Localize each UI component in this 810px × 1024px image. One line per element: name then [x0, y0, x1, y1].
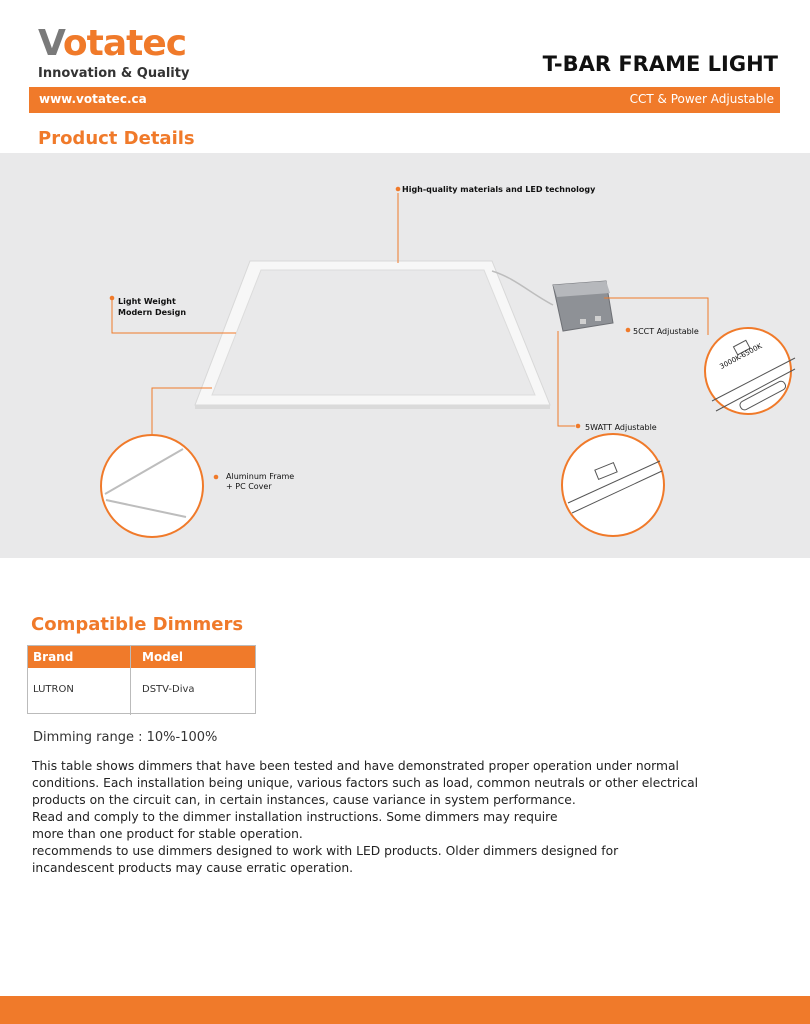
dimmer-notes — [32, 758, 722, 877]
callout-light-weight: Light Weight — [118, 297, 176, 306]
header-subtitle: CCT & Power Adjustable — [629, 92, 774, 106]
logo-mark: V — [38, 23, 63, 64]
brand-tagline: Innovation & Quality — [38, 66, 190, 81]
note-line: recommends to use dimmers designed to work with LED products. Older dimmers designed for — [32, 844, 619, 858]
table-cell-brand: LUTRON — [33, 684, 74, 695]
logo-wordmark: otatec — [62, 23, 187, 64]
callout-modern-design: Modern Design — [118, 308, 187, 317]
product-illustration — [0, 153, 810, 558]
callout-cct: 5CCT Adjustable — [633, 327, 699, 336]
website-link[interactable]: www.votatec.ca — [39, 92, 147, 106]
callout-pc-cover: + PC Cover — [226, 482, 272, 491]
footer-bar — [0, 996, 810, 1024]
header-bar — [29, 87, 780, 113]
note-line: products on the circuit can, in certain instances, cause variance in system performance. — [32, 793, 576, 807]
cct-detail-circle — [705, 328, 791, 414]
table-header — [28, 646, 255, 668]
product-illustration-panel — [0, 153, 810, 558]
frame-detail-circle — [101, 435, 203, 537]
note-line: This table shows dimmers that have been tested and have demonstrated proper operation under normal — [32, 759, 679, 773]
cct-range-label: 3000K-6500K — [718, 342, 764, 371]
note-line: conditions. Each installation being unique, various factors such as load, common neutrals or other electrical — [32, 776, 699, 790]
page-title: T-BAR FRAME LIGHT — [542, 52, 778, 76]
note-line: more than one product for stable operation. — [32, 827, 303, 841]
dimmer-table — [27, 645, 256, 714]
column-header-brand: Brand — [33, 650, 74, 664]
watt-detail-circle — [562, 434, 664, 536]
panel-opening — [212, 270, 535, 395]
note-line: incandescent products may cause erratic operation. — [32, 861, 354, 875]
callout-watt: 5WATT Adjustable — [585, 423, 657, 432]
product-details-heading: Product Details — [38, 128, 195, 149]
column-divider — [130, 646, 131, 715]
column-header-model: Model — [142, 650, 184, 664]
dimming-range: Dimming range : 10%-100% — [33, 730, 218, 745]
callout-aluminum-frame: Aluminum Frame — [226, 472, 295, 481]
callout-materials: High-quality materials and LED technology — [402, 185, 596, 194]
compatible-dimmers-heading: Compatible Dimmers — [31, 614, 244, 635]
note-line: Read and comply to the dimmer installation instructions. Some dimmers may require — [32, 810, 558, 824]
brand-logo — [38, 24, 186, 64]
table-cell-model: DSTV-Diva — [142, 684, 195, 695]
